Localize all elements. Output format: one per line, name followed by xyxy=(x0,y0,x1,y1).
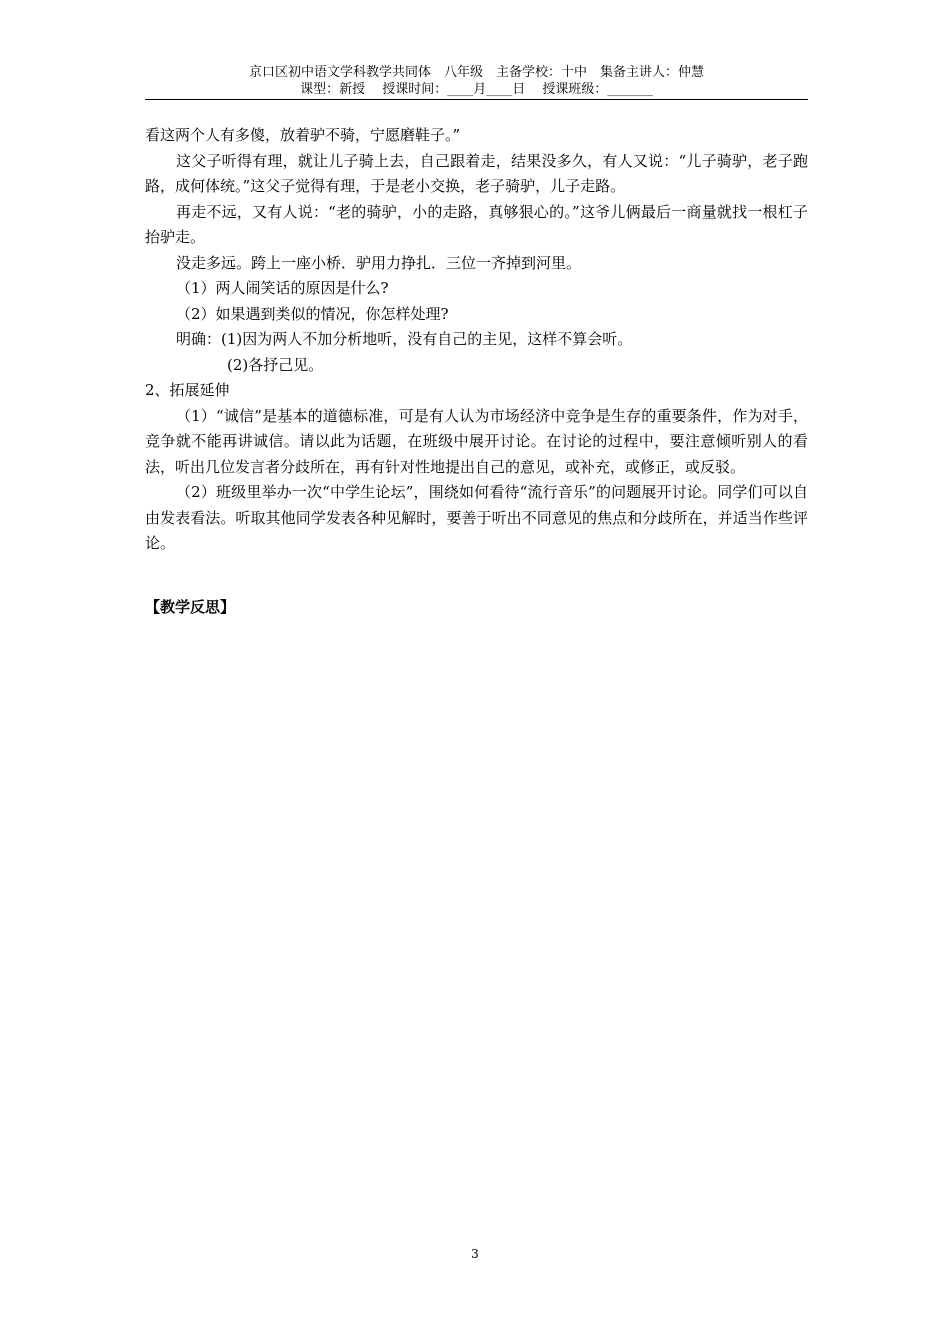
answer-1: 明确：(1)因为两人不加分析地听，没有自己的主见，这样不算会听。 xyxy=(176,330,633,348)
header-line-2: 课型：新授 授课时间：____月____日 授课班级：_______ xyxy=(300,82,653,97)
section-2-title: 2、拓展延伸 xyxy=(145,381,230,399)
paragraph-story-3: 再走不远，又有人说：“老的骑驴，小的走路，真够狠心的。”这爷儿俩最后一商量就找一根杠子抬驴走。 xyxy=(145,202,808,246)
header-line-1: 京口区初中语文学科教学共同体 八年级 主备学校：十中 集备主讲人：仲慧 xyxy=(248,65,704,80)
page-number: 3 xyxy=(471,1247,479,1261)
paragraph-story-1: 看这两个人有多傻，放着驴不骑，宁愿磨鞋子。” xyxy=(145,126,461,144)
paragraph-story-2: 这父子听得有理，就让儿子骑上去，自己跟着走，结果没多久，有人又说：“儿子骑驴，老子跑路，成何体统。”这父子觉得有理，于是老小交换，老子骑驴，儿子走路。 xyxy=(145,151,808,195)
spacer xyxy=(145,557,808,595)
answer-2: (2)各抒己见。 xyxy=(227,355,324,374)
reflection-heading: 【教学反思】 xyxy=(145,597,236,616)
extension-item-1: （1）“诚信”是基本的道德标准，可是有人认为市场经济中竞争是生存的重要条件，作为对手，竞争就不能再讲诚信。请以此为话题，在班级中展开讨论。在讨论的过程中，要注意倾听别人的看法，听出几位发言者分歧所在，再有针对性地提出自己的意见，或补充，或修正，或反驳。 xyxy=(145,406,808,476)
page-header xyxy=(145,64,808,100)
extension-item-2: （2）班级里举办一次“中学生论坛”，围绕如何看待“流行音乐”的问题展开讨论。同学们可以自由发表看法。听取其他同学发表各种见解时，要善于听出不同意见的焦点和分歧所在，并适当作些评论。 xyxy=(145,483,808,552)
question-2: （2）如果遇到类似的情况，你怎样处理? xyxy=(176,304,449,323)
paragraph-story-4: 没走多远。跨上一座小桥．驴用力挣扎．三位一齐掉到河里。 xyxy=(176,253,582,272)
question-1: （1）两人闹笑话的原因是什么? xyxy=(176,279,389,297)
document-body xyxy=(145,123,808,620)
